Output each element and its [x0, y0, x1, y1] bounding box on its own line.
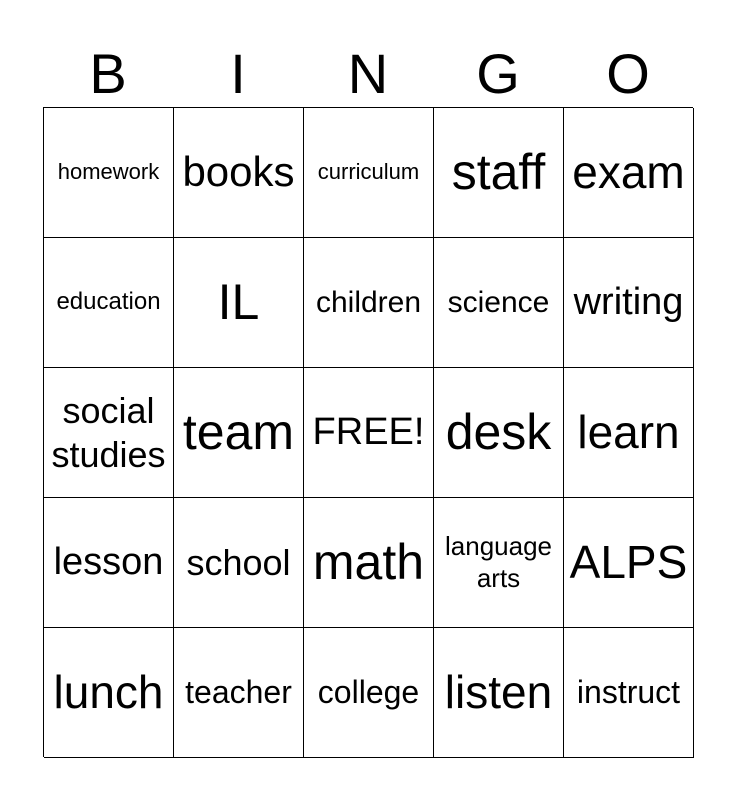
bingo-cell[interactable] [174, 498, 304, 628]
cell-label: listen [444, 666, 553, 719]
bingo-cell[interactable] [304, 498, 434, 628]
cell-label: exam [572, 146, 685, 199]
cell-label: lesson [53, 540, 164, 583]
cell-label: learn [577, 406, 680, 459]
bingo-cell[interactable] [564, 108, 694, 238]
cell-label: desk [445, 404, 552, 460]
bingo-cell[interactable] [174, 238, 304, 368]
bingo-cell[interactable] [564, 238, 694, 368]
bingo-cell[interactable] [304, 238, 434, 368]
bingo-cell[interactable] [174, 108, 304, 238]
cell-label: college [317, 673, 420, 710]
cell-label: language arts [445, 531, 552, 593]
bingo-cell[interactable] [434, 498, 564, 628]
bingo-cell[interactable] [44, 498, 174, 628]
bingo-header [43, 42, 693, 106]
header-letter-i: I [230, 42, 246, 105]
header-letter-n: N [347, 42, 389, 105]
cell-label: staff [451, 144, 546, 200]
header-letter-g: G [476, 42, 520, 105]
cell-label: teacher [185, 673, 292, 710]
cell-label: instruct [576, 673, 681, 710]
bingo-cell[interactable] [564, 368, 694, 498]
cell-label: children [315, 286, 422, 319]
bingo-cell[interactable] [564, 628, 694, 758]
bingo-cell[interactable] [304, 628, 434, 758]
cell-label: math [312, 534, 425, 590]
bingo-cell[interactable] [174, 628, 304, 758]
header-letter-b: B [89, 42, 127, 105]
bingo-cell[interactable] [564, 498, 694, 628]
cell-label: FREE! [312, 410, 425, 453]
bingo-cell[interactable] [434, 238, 564, 368]
cell-label: writing [573, 280, 684, 323]
cell-label: social studies [51, 390, 166, 475]
bingo-cell[interactable] [44, 628, 174, 758]
bingo-cell[interactable] [434, 108, 564, 238]
bingo-cell[interactable] [304, 108, 434, 238]
bingo-cell[interactable] [434, 628, 564, 758]
cell-label: ALPS [569, 536, 688, 589]
bingo-cell[interactable] [44, 368, 174, 498]
bingo-cell-free[interactable] [304, 368, 434, 498]
cell-label: IL [217, 274, 260, 330]
cell-label: science [447, 286, 550, 319]
cell-label: school [186, 541, 291, 583]
cell-label: education [56, 288, 161, 316]
bingo-cell[interactable] [44, 108, 174, 238]
bingo-board [43, 107, 693, 757]
bingo-cell[interactable] [434, 368, 564, 498]
bingo-cell[interactable] [44, 238, 174, 368]
header-letter-o: O [606, 42, 650, 105]
cell-label: lunch [53, 666, 164, 719]
cell-label: team [182, 404, 295, 460]
cell-label: curriculum [317, 159, 420, 185]
bingo-cell[interactable] [174, 368, 304, 498]
cell-label: books [182, 148, 295, 196]
cell-label: homework [57, 159, 160, 185]
